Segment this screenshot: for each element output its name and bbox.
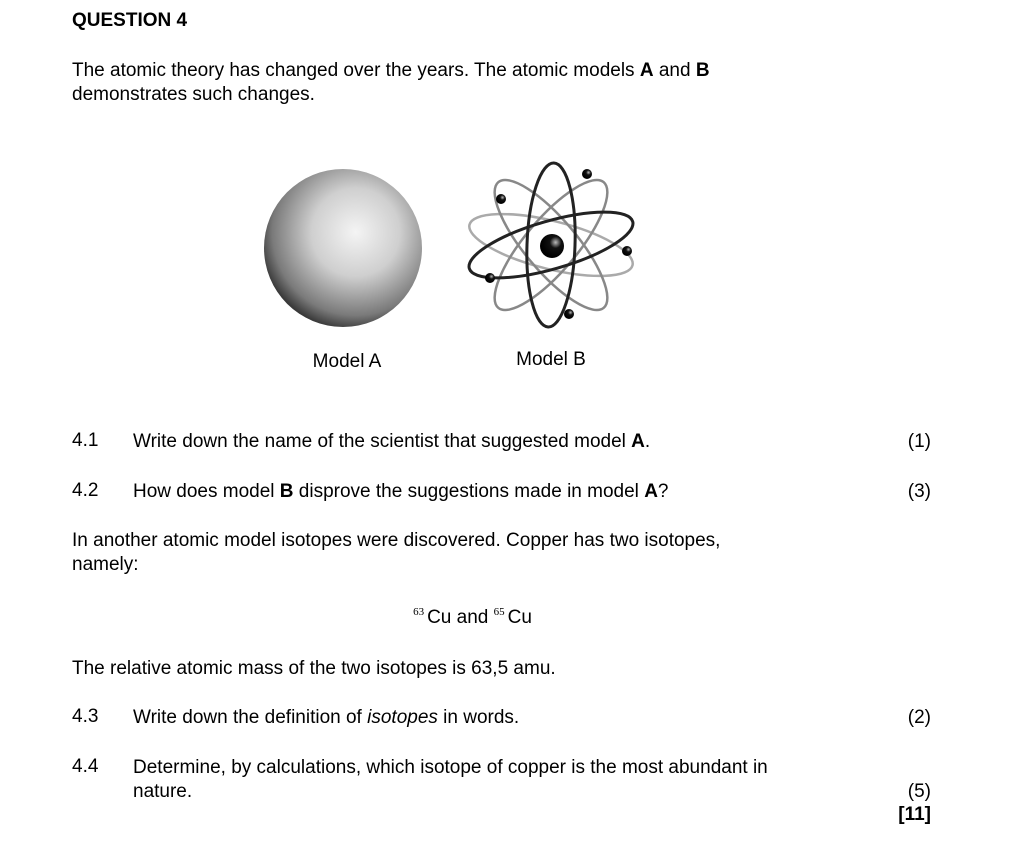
question-item-4-3	[0, 706, 1024, 730]
item-number: 4.4	[72, 756, 99, 777]
isotope-intro-line2: namely:	[72, 554, 139, 575]
solid-sphere-icon	[258, 160, 428, 330]
item-text: How does model B disprove the suggestions made in model A?	[133, 481, 669, 502]
question-item-4-1	[0, 430, 1024, 454]
model-b-caption: Model B	[516, 349, 586, 370]
isotope-2-mass: 65	[493, 606, 505, 618]
isotope-intro	[72, 529, 832, 577]
relative-mass-text: The relative atomic mass of the two isotopes is 63,5 amu.	[72, 658, 556, 679]
item-number: 4.1	[72, 430, 99, 451]
question-item-4-4	[0, 756, 1024, 804]
atom-icon	[465, 160, 637, 330]
intro-text-and: and	[653, 60, 696, 81]
isotope-2-symbol: Cu	[507, 607, 532, 628]
isotope-joiner: and	[451, 607, 494, 628]
item-number: 4.2	[72, 480, 99, 501]
model-a-caption: Model A	[312, 351, 382, 372]
intro-paragraph	[72, 59, 832, 107]
item-marks: (3)	[907, 481, 931, 502]
intro-bold-a: A	[639, 60, 654, 81]
intro-text-line2: demonstrates such changes.	[72, 84, 315, 105]
isotope-1-mass: 63	[413, 606, 425, 618]
item-text: Determine, by calculations, which isotope of copper is the most abundant in nature.	[133, 757, 768, 802]
item-marks: (5)	[907, 781, 931, 802]
intro-text: The atomic theory has changed over the years. The atomic models	[72, 60, 640, 81]
item-text: Write down the name of the scientist that suggested model A.	[133, 431, 651, 452]
item-number: 4.3	[72, 706, 99, 727]
isotope-notation	[0, 606, 945, 629]
item-marks: (2)	[907, 707, 931, 728]
question-total-marks: [11]	[898, 804, 931, 825]
question-item-4-2	[0, 480, 1024, 504]
model-a-image	[258, 160, 428, 330]
intro-bold-b: B	[695, 60, 710, 81]
model-b-image	[465, 160, 637, 330]
isotope-intro-line1: In another atomic model isotopes were discovered. Copper has two isotopes,	[72, 530, 721, 551]
item-text: Write down the definition of isotopes in words.	[133, 707, 520, 728]
item-marks: (1)	[907, 431, 931, 452]
isotope-1-symbol: Cu	[427, 607, 452, 628]
question-title: QUESTION 4	[72, 10, 188, 31]
